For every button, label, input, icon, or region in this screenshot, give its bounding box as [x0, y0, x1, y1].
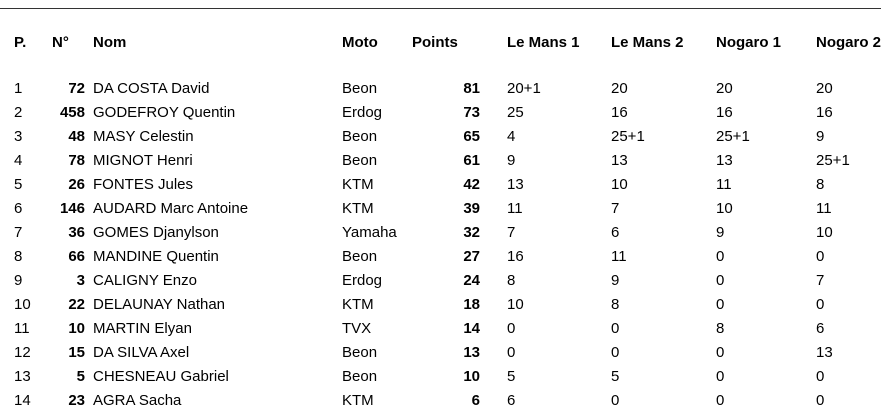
cell-nogaro-1: 20 — [716, 79, 733, 97]
cell-le-mans-1: 8 — [507, 271, 516, 289]
cell-position: 7 — [14, 223, 23, 241]
cell-moto: Yamaha — [342, 223, 397, 241]
cell-nogaro-1: 10 — [716, 199, 733, 217]
cell-points: 81 — [463, 79, 480, 97]
cell-le-mans-1: 5 — [507, 367, 516, 385]
cell-moto: TVX — [342, 319, 372, 337]
cell-rider-name: MASY Celestin — [93, 127, 194, 145]
cell-position: 6 — [14, 199, 23, 217]
cell-le-mans-2: 16 — [611, 103, 628, 121]
table-row — [0, 292, 881, 316]
cell-number: 458 — [59, 103, 85, 121]
cell-rider-name: GOMES Djanylson — [93, 223, 219, 241]
header-points: Points — [412, 33, 458, 51]
header-position: P. — [14, 33, 27, 51]
cell-le-mans-1: 0 — [507, 319, 516, 337]
table-row — [0, 364, 881, 388]
cell-le-mans-2: 5 — [611, 367, 620, 385]
cell-nogaro-1: 0 — [716, 343, 725, 361]
header-moto: Moto — [342, 33, 378, 51]
cell-moto: KTM — [342, 391, 374, 409]
cell-le-mans-2: 11 — [611, 247, 627, 265]
cell-le-mans-1: 7 — [507, 223, 516, 241]
cell-rider-name: MIGNOT Henri — [93, 151, 193, 169]
cell-le-mans-2: 0 — [611, 343, 620, 361]
cell-le-mans-2: 9 — [611, 271, 620, 289]
cell-nogaro-1: 16 — [716, 103, 733, 121]
cell-points: 10 — [463, 367, 480, 385]
cell-rider-name: DELAUNAY Nathan — [93, 295, 226, 313]
cell-points: 32 — [463, 223, 480, 241]
cell-nogaro-2: 11 — [816, 199, 832, 217]
cell-position: 2 — [14, 103, 23, 121]
cell-rider-name: GODEFROY Quentin — [93, 103, 236, 121]
cell-number: 10 — [68, 319, 85, 337]
cell-le-mans-1: 0 — [507, 343, 516, 361]
table-body — [0, 76, 881, 412]
standings-table — [0, 30, 881, 412]
cell-nogaro-2: 25+1 — [816, 151, 850, 169]
cell-moto: KTM — [342, 199, 374, 217]
cell-le-mans-2: 0 — [611, 319, 620, 337]
cell-points: 6 — [471, 391, 480, 409]
cell-position: 5 — [14, 175, 23, 193]
cell-le-mans-1: 6 — [507, 391, 516, 409]
table-row — [0, 340, 881, 364]
cell-number: 36 — [68, 223, 85, 241]
table-row — [0, 148, 881, 172]
cell-rider-name: DA COSTA David — [93, 79, 210, 97]
cell-le-mans-1: 20+1 — [507, 79, 541, 97]
header-row — [0, 30, 881, 54]
table-row — [0, 124, 881, 148]
cell-le-mans-1: 25 — [507, 103, 524, 121]
table-row — [0, 388, 881, 412]
table-row — [0, 244, 881, 268]
cell-nogaro-1: 0 — [716, 367, 725, 385]
cell-nogaro-1: 0 — [716, 247, 725, 265]
cell-points: 27 — [463, 247, 480, 265]
cell-rider-name: AGRA Sacha — [93, 391, 182, 409]
cell-moto: KTM — [342, 175, 374, 193]
cell-position: 12 — [14, 343, 31, 361]
cell-nogaro-2: 0 — [816, 247, 825, 265]
cell-le-mans-2: 25+1 — [611, 127, 645, 145]
table-row — [0, 76, 881, 100]
cell-position: 8 — [14, 247, 23, 265]
cell-moto: Beon — [342, 367, 378, 385]
cell-nogaro-1: 0 — [716, 391, 725, 409]
cell-le-mans-1: 11 — [507, 199, 523, 217]
cell-le-mans-2: 7 — [611, 199, 620, 217]
cell-moto: Beon — [342, 247, 378, 265]
header-name: Nom — [93, 33, 127, 51]
cell-le-mans-1: 9 — [507, 151, 516, 169]
cell-nogaro-2: 8 — [816, 175, 825, 193]
cell-points: 65 — [463, 127, 480, 145]
cell-nogaro-1: 25+1 — [716, 127, 750, 145]
cell-points: 39 — [463, 199, 480, 217]
cell-position: 13 — [14, 367, 31, 385]
cell-le-mans-1: 10 — [507, 295, 524, 313]
cell-moto: Beon — [342, 151, 378, 169]
cell-number: 26 — [68, 175, 85, 193]
table-row — [0, 172, 881, 196]
cell-rider-name: AUDARD Marc Antoine — [93, 199, 249, 217]
cell-moto: KTM — [342, 295, 374, 313]
cell-le-mans-2: 0 — [611, 391, 620, 409]
header-le-mans-1: Le Mans 1 — [507, 33, 580, 51]
table-row — [0, 100, 881, 124]
header-spacer — [0, 54, 881, 76]
header-le-mans-2: Le Mans 2 — [611, 33, 684, 51]
cell-number: 78 — [68, 151, 85, 169]
cell-le-mans-1: 4 — [507, 127, 516, 145]
cell-moto: Erdog — [342, 271, 383, 289]
cell-position: 10 — [14, 295, 31, 313]
cell-nogaro-2: 6 — [816, 319, 825, 337]
cell-number: 72 — [68, 79, 85, 97]
cell-nogaro-1: 13 — [716, 151, 733, 169]
cell-rider-name: DA SILVA Axel — [93, 343, 190, 361]
cell-rider-name: MARTIN Elyan — [93, 319, 192, 337]
cell-nogaro-2: 0 — [816, 367, 825, 385]
cell-le-mans-2: 20 — [611, 79, 628, 97]
cell-rider-name: CALIGNY Enzo — [93, 271, 197, 289]
cell-points: 13 — [463, 343, 480, 361]
cell-number: 66 — [68, 247, 85, 265]
cell-nogaro-2: 0 — [816, 391, 825, 409]
table-header — [0, 30, 881, 76]
cell-number: 15 — [68, 343, 85, 361]
cell-nogaro-2: 16 — [816, 103, 833, 121]
cell-nogaro-1: 0 — [716, 295, 725, 313]
table-row — [0, 220, 881, 244]
cell-moto: Erdog — [342, 103, 383, 121]
cell-nogaro-2: 13 — [816, 343, 833, 361]
cell-points: 14 — [463, 319, 480, 337]
cell-nogaro-2: 9 — [816, 127, 825, 145]
cell-position: 3 — [14, 127, 23, 145]
header-nogaro-1: Nogaro 1 — [716, 33, 782, 51]
cell-position: 4 — [14, 151, 23, 169]
cell-le-mans-1: 13 — [507, 175, 524, 193]
cell-le-mans-2: 13 — [611, 151, 628, 169]
cell-le-mans-2: 6 — [611, 223, 620, 241]
cell-rider-name: CHESNEAU Gabriel — [93, 367, 229, 385]
cell-position: 1 — [14, 79, 23, 97]
cell-position: 14 — [14, 391, 31, 409]
cell-number: 48 — [68, 127, 85, 145]
header-number: N° — [52, 33, 69, 51]
cell-points: 18 — [463, 295, 480, 313]
cell-number: 22 — [68, 295, 85, 313]
table-row — [0, 268, 881, 292]
cell-moto: Beon — [342, 343, 378, 361]
cell-moto: Beon — [342, 79, 378, 97]
cell-position: 11 — [14, 319, 30, 337]
cell-points: 73 — [463, 103, 480, 121]
cell-position: 9 — [14, 271, 23, 289]
cell-nogaro-1: 8 — [716, 319, 725, 337]
cell-rider-name: FONTES Jules — [93, 175, 194, 193]
cell-points: 42 — [463, 175, 480, 193]
table-row — [0, 316, 881, 340]
cell-rider-name: MANDINE Quentin — [93, 247, 219, 265]
cell-number: 23 — [68, 391, 85, 409]
cell-le-mans-2: 8 — [611, 295, 620, 313]
cell-le-mans-1: 16 — [507, 247, 524, 265]
cell-number: 3 — [76, 271, 85, 289]
cell-points: 61 — [463, 151, 480, 169]
cell-le-mans-2: 10 — [611, 175, 628, 193]
cell-points: 24 — [463, 271, 480, 289]
cell-nogaro-2: 20 — [816, 79, 833, 97]
cell-moto: Beon — [342, 127, 378, 145]
cell-number: 5 — [76, 367, 85, 385]
table-row — [0, 196, 881, 220]
cell-nogaro-1: 11 — [716, 175, 732, 193]
header-nogaro-2: Nogaro 2 — [816, 33, 881, 51]
cell-nogaro-2: 0 — [816, 295, 825, 313]
cell-number: 146 — [59, 199, 85, 217]
cell-nogaro-2: 10 — [816, 223, 833, 241]
cell-nogaro-2: 7 — [816, 271, 825, 289]
cell-nogaro-1: 0 — [716, 271, 725, 289]
cell-nogaro-1: 9 — [716, 223, 725, 241]
top-divider — [0, 8, 881, 9]
